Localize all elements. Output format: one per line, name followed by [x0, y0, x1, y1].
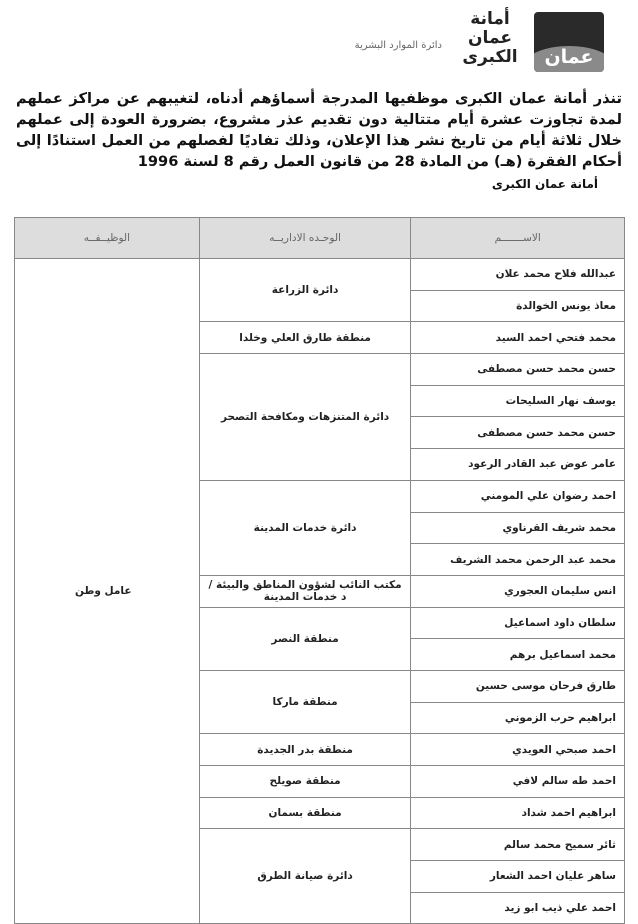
admin-unit-cell: دائرة الزراعة	[199, 259, 411, 322]
employee-name-cell: عبدالله فلاح محمد علان	[411, 259, 625, 291]
admin-unit-cell: منطقة طارق العلي وخلدا	[199, 322, 411, 354]
employee-name-cell: ابراهيم حرب الزموني	[411, 702, 625, 734]
job-title-cell: عامل وطن	[15, 259, 200, 924]
employee-name-cell: احمد صبحي العويدي	[411, 734, 625, 766]
employee-name-cell: حسن محمد حسن مصطفى	[411, 417, 625, 449]
admin-unit-cell: منطقة بسمان	[199, 797, 411, 829]
employee-name-cell: محمد عبد الرحمن محمد الشريف	[411, 544, 625, 576]
employee-name-cell: طارق فرحان موسى حسين	[411, 670, 625, 702]
logo-line: أمانة	[470, 9, 510, 29]
employee-name-cell: ابراهيم احمد شداد	[411, 797, 625, 829]
admin-unit-cell: منطقة بدر الجديدة	[199, 734, 411, 766]
employee-name-cell: سلطان داود اسماعيل	[411, 607, 625, 639]
gam-logo	[534, 12, 604, 72]
page-header	[0, 0, 638, 82]
employee-name-cell: محمد فتحي احمد السيد	[411, 322, 625, 354]
name-column-header: الاســـــــم	[411, 218, 625, 259]
logo-line: عمان	[468, 28, 512, 48]
employee-name-cell: معاذ يونس الخوالدة	[411, 290, 625, 322]
employees-table	[14, 217, 625, 924]
table-body	[15, 259, 625, 924]
admin-unit-cell: دائرة المتنزهات ومكافحة التصحر	[199, 354, 411, 481]
notice-paragraph: تنذر أمانة عمان الكبرى موظفيها المدرجة أسماؤهم أدناه، لتغيبهم عن مراكز عملهم لمدة تجاوزت عشرة أيام متتالية دون تقديم عذر مشروع، بضرورة العودة إلى عملهم خلال ثلاثة أيام من تاريخ نشر هذا الإعلان، وذلك تفاديًا لفصلهم من العمل استنادًا إلى أحكام الفقرة (هـ) من المادة 28 من قانون العمل رقم 8 لسنة 1996	[16, 90, 622, 170]
logo-wordmark	[454, 10, 526, 67]
admin-unit-cell: دائرة خدمات المدينة	[199, 480, 411, 575]
table-row	[15, 259, 625, 291]
table-header-row	[15, 218, 625, 259]
employee-name-cell: محمد اسماعيل برهم	[411, 639, 625, 671]
employee-name-cell: انس سليمان العجوري	[411, 575, 625, 607]
employee-name-cell: ثائر سميح محمد سالم	[411, 829, 625, 861]
job-column-header: الوظيــفــه	[15, 218, 200, 259]
employee-name-cell: حسن محمد حسن مصطفى	[411, 354, 625, 386]
admin-unit-cell: مكتب النائب لشؤون المناطق والبيئة /د خدمات المدينة	[199, 575, 411, 607]
logo-mark-text: عمان	[544, 46, 594, 68]
organization-label: أمانة عمان الكبرى	[491, 177, 598, 191]
employee-name-cell: احمد طه سالم لافي	[411, 766, 625, 798]
admin-unit-cell: منطقة النصر	[199, 607, 411, 670]
employee-name-cell: عامر عوض عبد القادر الرعود	[411, 449, 625, 481]
unit-column-header: الوحـده الاداريــه	[199, 218, 411, 259]
department-label: دائرة الموارد البشرية	[354, 40, 442, 51]
admin-unit-cell: منطقة صويلح	[199, 766, 411, 798]
admin-unit-cell: دائرة صيانة الطرق	[199, 829, 411, 924]
employee-name-cell: احمد رضوان علي المومني	[411, 480, 625, 512]
logo-line: الكبرى	[462, 47, 518, 67]
employee-name-cell: محمد شريف القرناوي	[411, 512, 625, 544]
employee-name-cell: ساهر عليان احمد الشعار	[411, 861, 625, 893]
employee-name-cell: يوسف نهار السليحات	[411, 385, 625, 417]
employee-name-cell: احمد علي ذيب ابو زيد	[411, 892, 625, 924]
admin-unit-cell: منطقة ماركا	[199, 670, 411, 733]
